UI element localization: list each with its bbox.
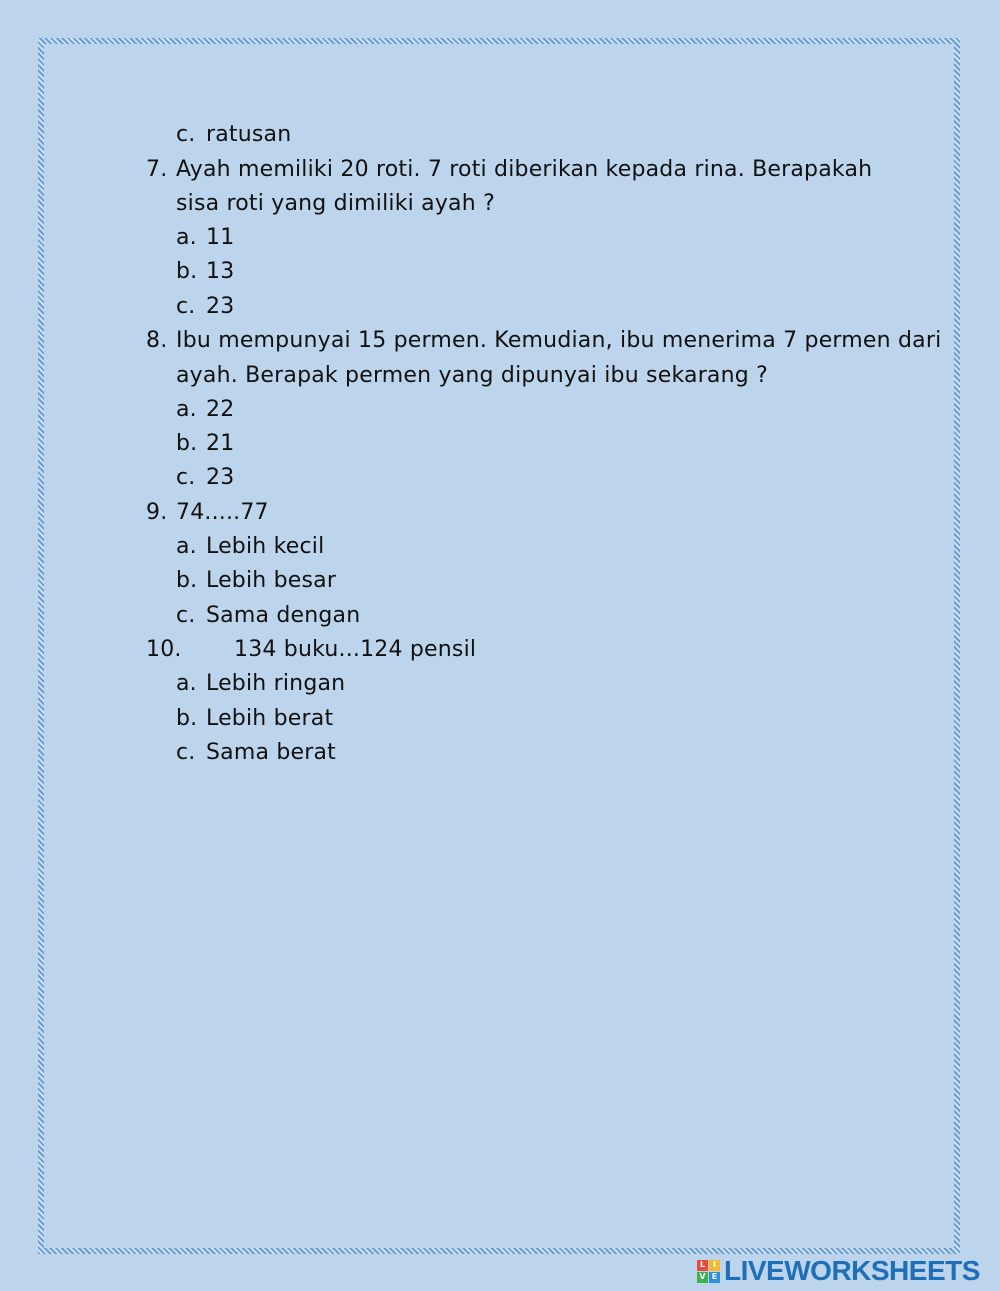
- question-text: Ibu mempunyai 15 permen. Kemudian, ibu menerima 7 permen dari: [176, 328, 942, 353]
- logo-letter: E: [709, 1272, 720, 1283]
- option-text: Sama dengan: [206, 603, 361, 628]
- logo-text: LIVEWORKSHEETS: [724, 1255, 980, 1286]
- option-label: c.: [176, 294, 196, 319]
- question-7: [146, 157, 872, 183]
- question-number: 10.: [146, 637, 182, 662]
- question-7-line-2: sisa roti yang dimiliki ayah ?: [176, 191, 495, 216]
- option-b: [176, 568, 336, 594]
- logo-letter: I: [709, 1260, 720, 1271]
- option-label: a.: [176, 671, 197, 696]
- option-b: [176, 706, 333, 732]
- option-a: [176, 671, 345, 697]
- option-label: b.: [176, 706, 198, 731]
- option-text: Lebih berat: [206, 706, 334, 731]
- logo-letter: V: [697, 1272, 708, 1283]
- option-c: [176, 294, 234, 320]
- option-label: c.: [176, 122, 196, 147]
- option-c: [176, 465, 234, 491]
- option-b: [176, 431, 234, 457]
- question-8-line-2: ayah. Berapak permen yang dipunyai ibu sekarang ?: [176, 363, 768, 388]
- option-text: Lebih ringan: [206, 671, 346, 696]
- question-number: 9.: [146, 500, 168, 525]
- option-text: 22: [206, 397, 235, 422]
- question-8: [146, 328, 941, 354]
- option-text: 23: [206, 294, 235, 319]
- question-text: Ayah memiliki 20 roti. 7 roti diberikan kepada rina. Berapakah: [176, 157, 873, 182]
- option-text: 13: [206, 259, 235, 284]
- option-b: [176, 259, 234, 285]
- option-label: a.: [176, 534, 197, 559]
- option-text: 23: [206, 465, 235, 490]
- question-number: 8.: [146, 328, 168, 353]
- option-label: c.: [176, 740, 196, 765]
- live-icon: [697, 1260, 720, 1283]
- option-a: [176, 534, 324, 560]
- option-c-prev: [176, 122, 291, 148]
- option-label: a.: [176, 397, 197, 422]
- option-c: [176, 740, 336, 766]
- question-9: [146, 500, 269, 526]
- option-label: b.: [176, 259, 198, 284]
- option-c: [176, 603, 360, 629]
- option-text: Lebih besar: [206, 568, 337, 593]
- question-text: 74.....77: [176, 500, 269, 525]
- logo-letter: L: [697, 1260, 708, 1271]
- option-label: a.: [176, 225, 197, 250]
- option-text: Lebih kecil: [206, 534, 325, 559]
- option-label: b.: [176, 431, 198, 456]
- option-text: Sama berat: [206, 740, 337, 765]
- option-label: c.: [176, 465, 196, 490]
- option-a: [176, 225, 234, 251]
- liveworksheets-logo: [697, 1256, 980, 1286]
- question-text: 134 buku...124 pensil: [234, 637, 477, 662]
- option-text: 11: [206, 225, 235, 250]
- option-text: ratusan: [206, 122, 292, 147]
- option-label: c.: [176, 603, 196, 628]
- option-text: 21: [206, 431, 235, 456]
- question-number: 7.: [146, 157, 168, 182]
- option-a: [176, 397, 234, 423]
- question-10: [146, 637, 476, 663]
- option-label: b.: [176, 568, 198, 593]
